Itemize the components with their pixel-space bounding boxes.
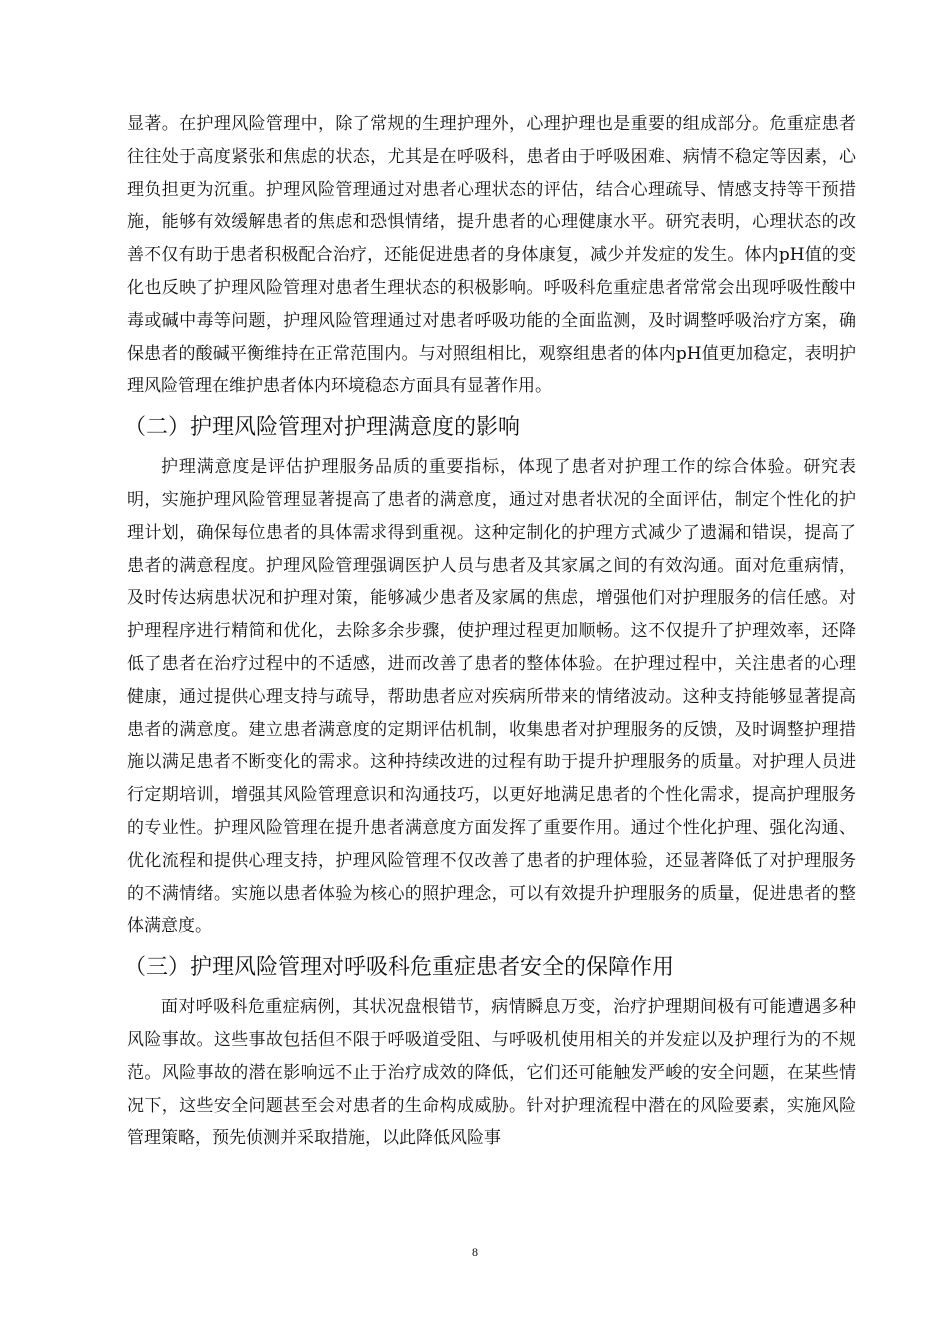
body-paragraph: 护理满意度是评估护理服务品质的重要指标，体现了患者对护理工作的综合体验。研究表明，实施护理风险管理显著提高了患者的满意度，通过对患者状况的全面评估，制定个性化的护理计划，确保每位患者的具体需求得到重视。这种定制化的护理方式减少了遗漏和错误，提高了患者的满意程度。护理风险管理强调医护人员与患者及其家属之间的有效沟通。面对危重病情，及时传达病患状况和护理对策，能够减少患者及家属的焦虑，增强他们对护理服务的信任感。对护理程序进行精简和优化，去除多余步骤，使护理过程更加顺畅。这不仅提升了护理效率，还降低了患者在治疗过程中的不适感，进而改善了患者的整体体验。在护理过程中，关注患者的心理健康，通过提供心理支持与疏导，帮助患者应对疾病所带来的情绪波动。这种支持能够显著提高患者的满意度。建立患者满意度的定期评估机制，收集患者对护理服务的反馈，及时调整护理措施以满足患者不断变化的需求。这种持续改进的过程有助于提升护理服务的质量。对护理人员进行定期培训，增强其风险管理意识和沟通技巧，以更好地满足患者的个性化需求，提高护理服务的专业性。护理风险管理在提升患者满意度方面发挥了重要作用。通过个性化护理、强化沟通、优化流程和提供心理支持，护理风险管理不仅改善了患者的护理体验，还显著降低了对护理服务的不满情绪。实施以患者体验为核心的照护理念，可以有效提升护理服务的质量，促进患者的整体满意度。: [127, 457, 856, 937]
document-body: [124, 108, 856, 1155]
body-paragraph: 显著。在护理风险管理中，除了常规的生理护理外，心理护理也是重要的组成部分。危重症患者往往处于高度紧张和焦虑的状态，尤其是在呼吸科，患者由于呼吸困难、病情不稳定等因素，心理负担更为沉重。护理风险管理通过对患者心理状态的评估，结合心理疏导、情感支持等干预措施，能够有效缓解患者的焦虑和恐惧情绪，提升患者的心理健康水平。研究表明，心理状态的改善不仅有助于患者积极配合治疗，还能促进患者的身体康复，减少并发症的发生。体内pH值的变化也反映了护理风险管理对患者生理状态的积极影响。呼吸科危重症患者常常会出现呼吸性酸中毒或碱中毒等问题，护理风险管理通过对患者呼吸功能的全面监测，及时调整呼吸治疗方案，确保患者的酸碱平衡维持在正常范围内。与对照组相比，观察组患者的体内pH值更加稳定，表明护理风险管理在维护患者体内环境稳态方面具有显著作用。: [127, 114, 856, 397]
body-paragraph: 面对呼吸科危重症病例，其状况盘根错节，病情瞬息万变，治疗护理期间极有可能遭遇多种风险事故。这些事故包括但不限于呼吸道受阻、与呼吸机使用相关的并发症以及护理行为的不规范。风险事故的潜在影响远不止于治疗成效的降低，它们还可能触发严峻的安全问题，在某些情况下，这些安全问题甚至会对患者的生命构成威胁。针对护理流程中潜在的风险要素，实施风险管理策略，预先侦测并采取措施，以此降低风险事: [127, 997, 856, 1149]
page-number: 8: [472, 1245, 478, 1259]
section-heading: （二）护理风险管理对护理满意度的影响: [124, 415, 521, 441]
section-heading: （三）护理风险管理对呼吸科危重症患者安全的保障作用: [124, 955, 675, 981]
